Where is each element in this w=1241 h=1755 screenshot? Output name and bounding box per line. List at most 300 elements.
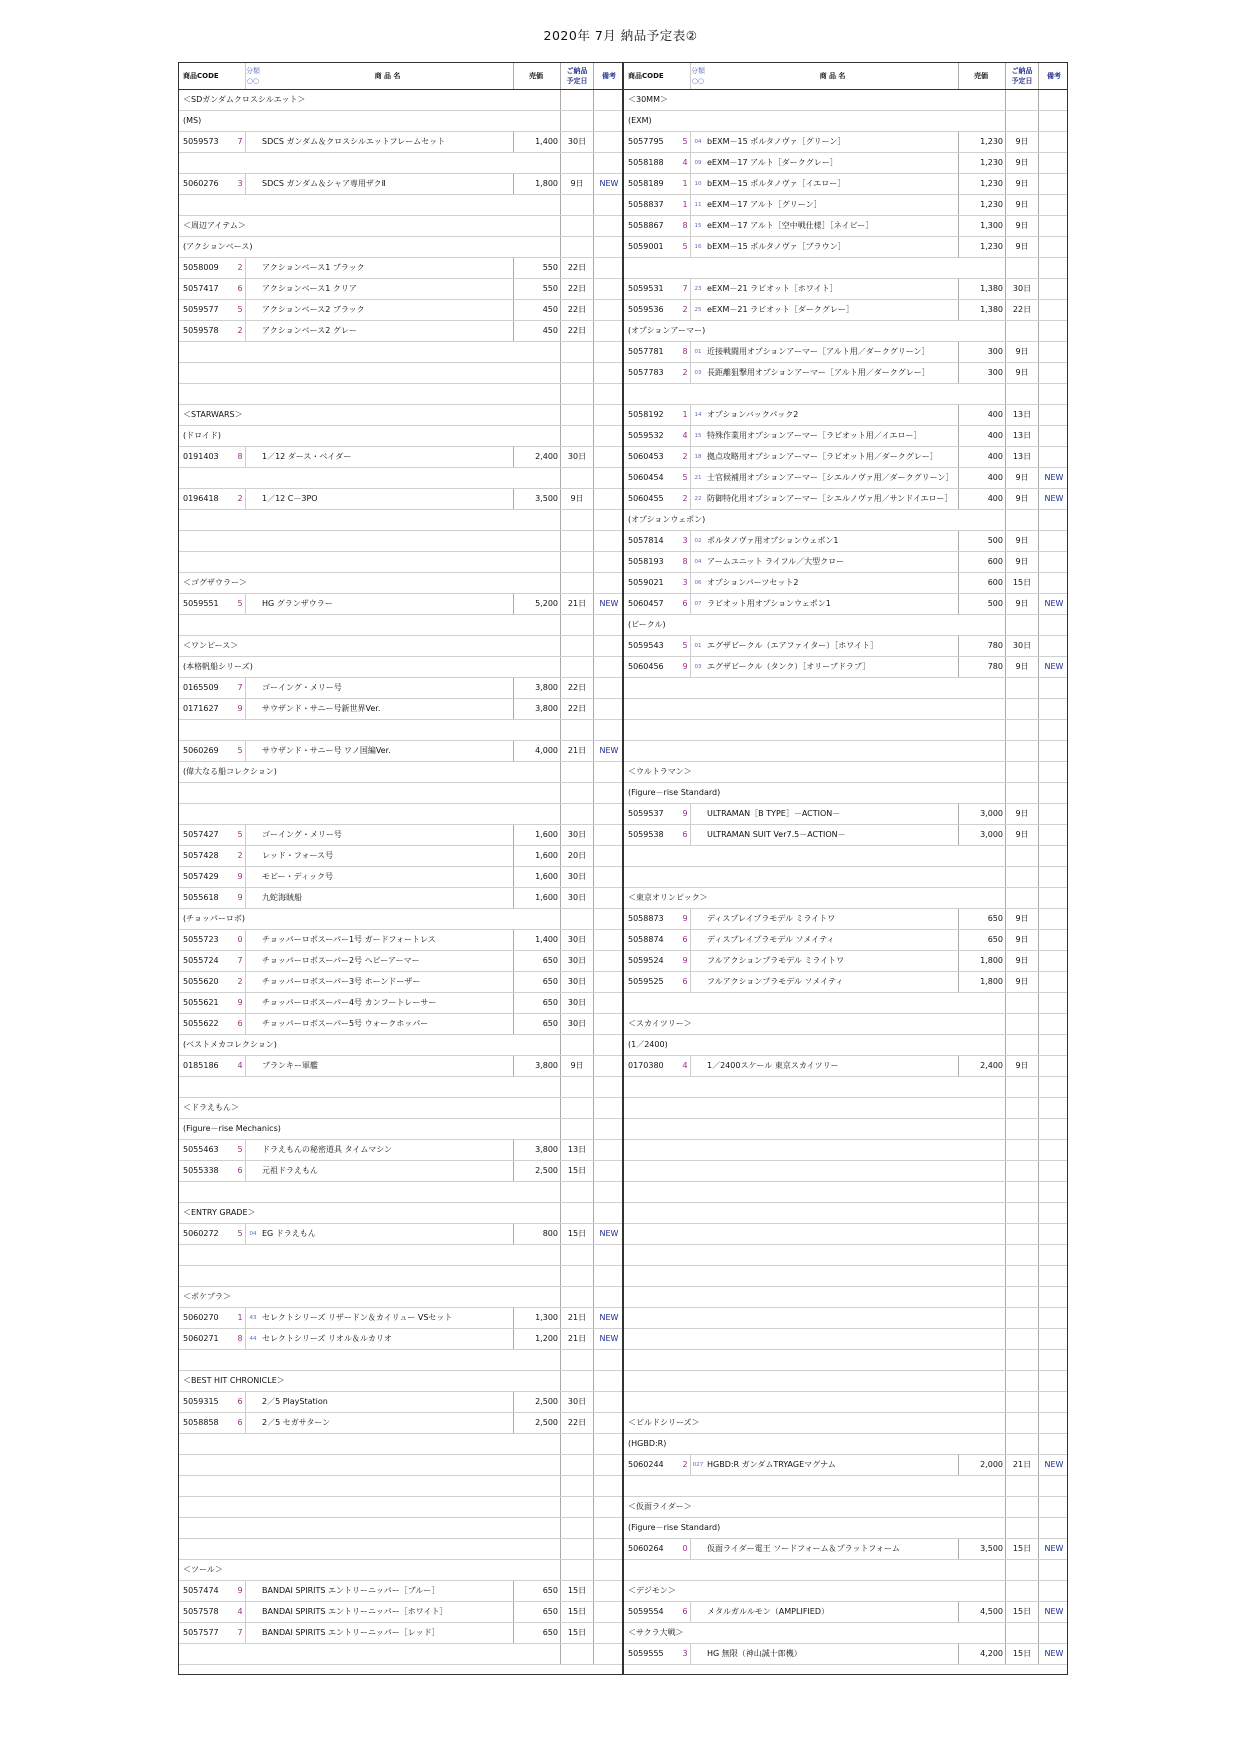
section-heading: ＜STARWARS＞ [179, 405, 514, 426]
empty-cell [624, 741, 959, 762]
product-name: EG ドラえもん [260, 1224, 514, 1245]
section-heading-row [624, 1518, 1068, 1539]
empty-cell [1006, 993, 1039, 1014]
product-name: BANDAI SPIRITS エントリーニッパー［ホワイト］ [260, 1602, 514, 1623]
category-number: 44 [246, 1329, 261, 1350]
header-delivery-date: ご納品 予定日 [1006, 63, 1039, 90]
empty-cell [561, 405, 594, 426]
category-number: 027 [691, 1455, 706, 1476]
check-digit: 5 [680, 132, 691, 153]
note-badge [594, 699, 625, 720]
table-row [179, 930, 624, 951]
empty-cell [561, 1287, 594, 1308]
empty-cell [514, 552, 561, 573]
product-code: 5058188 [624, 153, 680, 174]
table-row [624, 573, 1068, 594]
product-code: 5058874 [624, 930, 680, 951]
check-digit: 6 [680, 972, 691, 993]
empty-cell [561, 762, 594, 783]
table-row [179, 1329, 624, 1350]
product-code: 5060264 [624, 1539, 680, 1560]
delivery-date: 21日 [561, 594, 594, 615]
delivery-date: 15日 [561, 1581, 594, 1602]
empty-cell [514, 1119, 561, 1140]
table-row [179, 888, 624, 909]
check-digit: 6 [235, 1014, 246, 1035]
empty-cell [179, 1518, 514, 1539]
note-badge [1039, 132, 1069, 153]
empty-cell [594, 216, 625, 237]
empty-cell [959, 1224, 1006, 1245]
empty-cell [594, 657, 625, 678]
table-row [624, 468, 1068, 489]
product-name: eEXM－17 アルト［空中戦仕様］［ネイビー］ [705, 216, 959, 237]
product-code: 5060276 [179, 174, 235, 195]
empty-row [179, 384, 624, 405]
empty-cell [624, 993, 959, 1014]
product-name: 防御特化用オプションアーマー［シエルノヴァ用／サンドイエロー］ [705, 489, 959, 510]
empty-cell [1006, 321, 1039, 342]
check-digit: 0 [235, 930, 246, 951]
table-row [179, 279, 624, 300]
empty-cell [1006, 615, 1039, 636]
section-heading-row [624, 1035, 1068, 1056]
section-heading: ＜ワンピース＞ [179, 636, 514, 657]
product-name: SDCS ガンダム＆クロスシルエットフレームセット [260, 132, 514, 153]
check-digit: 9 [680, 951, 691, 972]
product-name: レッド・フォース号 [260, 846, 514, 867]
price: 1,300 [959, 216, 1006, 237]
delivery-date: 9日 [1006, 909, 1039, 930]
empty-row [179, 195, 624, 216]
empty-cell [1039, 867, 1069, 888]
product-code: 5059551 [179, 594, 235, 615]
section-heading-row [179, 1203, 624, 1224]
empty-cell [594, 1560, 625, 1581]
product-name: 拠点攻略用オプションアーマー［ラビオット用／ダークグレー］ [705, 447, 959, 468]
right-column [624, 63, 1068, 1674]
price: 1,800 [959, 951, 1006, 972]
price: 3,800 [514, 678, 561, 699]
section-heading-row [179, 90, 624, 111]
empty-cell [561, 237, 594, 258]
product-name: ディスプレイプラモデル ソメイティ [705, 930, 959, 951]
category-number [246, 825, 261, 846]
delivery-date: 9日 [1006, 132, 1039, 153]
empty-cell [959, 1581, 1006, 1602]
delivery-date: 22日 [561, 1413, 594, 1434]
category-number: 06 [691, 573, 706, 594]
product-name: 元祖ドラえもん [260, 1161, 514, 1182]
empty-cell [561, 1203, 594, 1224]
empty-cell [959, 321, 1006, 342]
header-name: 商 品 名 [260, 63, 514, 90]
empty-cell [514, 1371, 561, 1392]
delivery-date: 9日 [561, 489, 594, 510]
product-name: チョッパーロボスーパー4号 カンフートレーサー [260, 993, 514, 1014]
check-digit: 9 [680, 804, 691, 825]
product-name: サウザンド・サニー号 ワノ国編Ver. [260, 741, 514, 762]
empty-cell [594, 783, 625, 804]
delivery-date: 9日 [1006, 825, 1039, 846]
empty-cell [1039, 1434, 1069, 1455]
delivery-date: 9日 [1006, 216, 1039, 237]
empty-cell [561, 111, 594, 132]
empty-cell [624, 1245, 959, 1266]
section-heading-row [179, 1035, 624, 1056]
empty-cell [514, 1035, 561, 1056]
empty-row [179, 552, 624, 573]
table-row [624, 195, 1068, 216]
note-badge [1039, 279, 1069, 300]
check-digit: 2 [680, 447, 691, 468]
empty-row [624, 1392, 1068, 1413]
price: 1,380 [959, 300, 1006, 321]
price: 1,600 [514, 867, 561, 888]
product-name: ULTRAMAN［B TYPE］－ACTION－ [705, 804, 959, 825]
empty-cell [1039, 1308, 1069, 1329]
empty-row [624, 1329, 1068, 1350]
note-badge [594, 321, 625, 342]
product-name: モビー・ディック号 [260, 867, 514, 888]
empty-cell [179, 1476, 514, 1497]
table-row [179, 741, 624, 762]
empty-cell [1006, 258, 1039, 279]
delivery-date: 9日 [1006, 531, 1039, 552]
category-number: 01 [691, 342, 706, 363]
empty-cell [1039, 1035, 1069, 1056]
empty-cell [179, 531, 514, 552]
empty-cell [959, 1014, 1006, 1035]
empty-cell [959, 90, 1006, 111]
empty-cell [179, 1644, 514, 1665]
empty-cell [514, 1245, 561, 1266]
empty-cell [959, 783, 1006, 804]
section-heading-row [179, 405, 624, 426]
empty-cell [594, 1434, 625, 1455]
category-number: 01 [691, 636, 706, 657]
empty-cell [514, 153, 561, 174]
check-digit: 0 [680, 1539, 691, 1560]
delivery-date: 9日 [1006, 972, 1039, 993]
empty-cell [594, 468, 625, 489]
empty-cell [1006, 1203, 1039, 1224]
empty-cell [561, 1035, 594, 1056]
category-number [691, 1602, 706, 1623]
empty-row [179, 1455, 624, 1476]
product-name: チョッパーロボスーパー3号 ホーンドーザー [260, 972, 514, 993]
empty-cell [624, 1224, 959, 1245]
table-row [179, 1224, 624, 1245]
empty-cell [561, 1077, 594, 1098]
empty-cell [1039, 1098, 1069, 1119]
product-code: 5057781 [624, 342, 680, 363]
empty-cell [1039, 111, 1069, 132]
table-row [624, 1539, 1068, 1560]
product-code: 5058009 [179, 258, 235, 279]
empty-cell [1039, 510, 1069, 531]
check-digit: 2 [235, 846, 246, 867]
empty-cell [1039, 1560, 1069, 1581]
empty-cell [514, 1098, 561, 1119]
empty-cell [959, 1035, 1006, 1056]
note-badge [1039, 363, 1069, 384]
check-digit: 2 [235, 972, 246, 993]
note-badge: NEW [594, 594, 625, 615]
section-heading: ＜ゴグザウラー＞ [179, 573, 514, 594]
table-row [179, 1140, 624, 1161]
empty-cell [624, 1308, 959, 1329]
empty-cell [959, 1182, 1006, 1203]
note-badge [1039, 825, 1069, 846]
empty-cell [1006, 1518, 1039, 1539]
category-number [246, 1140, 261, 1161]
product-name: セレクトシリーズ リオル＆ルカリオ [260, 1329, 514, 1350]
delivery-date: 15日 [561, 1623, 594, 1644]
empty-cell [624, 699, 959, 720]
note-badge [1039, 153, 1069, 174]
empty-cell [1039, 1077, 1069, 1098]
note-badge [1039, 342, 1069, 363]
delivery-date: 9日 [1006, 468, 1039, 489]
note-badge [1039, 909, 1069, 930]
check-digit: 5 [680, 468, 691, 489]
empty-row [179, 153, 624, 174]
category-number [246, 741, 261, 762]
empty-cell [1006, 1119, 1039, 1140]
empty-cell [959, 1161, 1006, 1182]
price: 800 [514, 1224, 561, 1245]
header-code: 商品CODE [179, 63, 235, 90]
table-row [624, 342, 1068, 363]
empty-cell [1006, 1287, 1039, 1308]
section-heading: (偉大なる船コレクション) [179, 762, 514, 783]
delivery-date: 22日 [561, 678, 594, 699]
note-badge [594, 258, 625, 279]
check-digit: 1 [680, 405, 691, 426]
empty-row [624, 867, 1068, 888]
header-note: 備考 [1039, 63, 1069, 90]
product-name: オプションバックパック2 [705, 405, 959, 426]
table-row [624, 657, 1068, 678]
price: 780 [959, 636, 1006, 657]
section-heading: (EXM) [624, 111, 959, 132]
empty-cell [514, 90, 561, 111]
category-number: 22 [691, 489, 706, 510]
check-digit: 4 [680, 426, 691, 447]
empty-cell [1006, 1224, 1039, 1245]
empty-cell [624, 1161, 959, 1182]
product-name: HGBD:R ガンダムTRYAGEマグナム [705, 1455, 959, 1476]
price: 1,300 [514, 1308, 561, 1329]
section-heading-row [179, 1119, 624, 1140]
price: 3,800 [514, 1056, 561, 1077]
section-heading: ＜デジモン＞ [624, 1581, 959, 1602]
empty-cell [561, 1266, 594, 1287]
empty-cell [179, 363, 514, 384]
empty-cell [1039, 762, 1069, 783]
check-digit: 3 [235, 174, 246, 195]
delivery-date: 30日 [561, 930, 594, 951]
empty-cell [561, 468, 594, 489]
table-row [624, 804, 1068, 825]
empty-cell [1006, 699, 1039, 720]
empty-row [179, 363, 624, 384]
check-digit: 6 [235, 1392, 246, 1413]
empty-cell [959, 678, 1006, 699]
product-name: 士官候補用オプションアーマー［シエルノヴァ用／ダークグリーン］ [705, 468, 959, 489]
note-badge [1039, 552, 1069, 573]
table-row [179, 174, 624, 195]
product-name: HG 無限（神山誠十郎機） [705, 1644, 959, 1665]
empty-row [179, 1518, 624, 1539]
empty-cell [561, 783, 594, 804]
product-name: アクションベース1 ブラック [260, 258, 514, 279]
empty-cell [1006, 1161, 1039, 1182]
empty-cell [1006, 867, 1039, 888]
product-name: 長距離狙撃用オプションアーマー［アルト用／ダークグレー］ [705, 363, 959, 384]
empty-cell [594, 1644, 625, 1665]
check-digit: 5 [235, 1224, 246, 1245]
delivery-date: 9日 [1006, 951, 1039, 972]
price: 1,230 [959, 174, 1006, 195]
category-number: 11 [691, 195, 706, 216]
empty-cell [959, 720, 1006, 741]
empty-cell [1039, 321, 1069, 342]
empty-cell [1039, 1161, 1069, 1182]
check-digit: 2 [235, 489, 246, 510]
section-heading: (MS) [179, 111, 514, 132]
empty-row [624, 720, 1068, 741]
empty-cell [594, 384, 625, 405]
check-digit: 9 [235, 867, 246, 888]
product-code: 5057578 [179, 1602, 235, 1623]
product-code: 5060270 [179, 1308, 235, 1329]
price: 650 [959, 909, 1006, 930]
check-digit: 3 [680, 531, 691, 552]
empty-cell [1039, 1497, 1069, 1518]
product-code: 0185186 [179, 1056, 235, 1077]
product-code: 5059525 [624, 972, 680, 993]
table-row [179, 300, 624, 321]
header-price: 売価 [514, 63, 561, 90]
product-code: 5057577 [179, 1623, 235, 1644]
product-name: サウザンド・サニー号新世界Ver. [260, 699, 514, 720]
note-badge [594, 972, 625, 993]
empty-cell [561, 342, 594, 363]
note-badge [1039, 636, 1069, 657]
empty-cell [594, 531, 625, 552]
price: 1,230 [959, 153, 1006, 174]
empty-cell [561, 363, 594, 384]
category-number [691, 1539, 706, 1560]
empty-cell [1039, 1350, 1069, 1371]
empty-cell [561, 636, 594, 657]
empty-cell [959, 1203, 1006, 1224]
empty-cell [1039, 1392, 1069, 1413]
section-heading-row [624, 321, 1068, 342]
empty-cell [1006, 1371, 1039, 1392]
empty-cell [561, 531, 594, 552]
category-number: 23 [691, 279, 706, 300]
empty-cell [1006, 1140, 1039, 1161]
price: 3,000 [959, 804, 1006, 825]
check-digit: 6 [235, 1413, 246, 1434]
empty-cell [179, 1539, 514, 1560]
note-badge [1039, 447, 1069, 468]
header-check-digit [235, 63, 246, 90]
table-row [179, 447, 624, 468]
page-title: 2020年 7月 納品予定表② [543, 28, 698, 43]
category-number [246, 846, 261, 867]
table-row [179, 594, 624, 615]
price: 650 [514, 951, 561, 972]
price: 1,800 [959, 972, 1006, 993]
empty-cell [1039, 1623, 1069, 1644]
section-heading-row [624, 510, 1068, 531]
price: 400 [959, 405, 1006, 426]
empty-cell [179, 510, 514, 531]
empty-cell [514, 1434, 561, 1455]
empty-cell [594, 804, 625, 825]
table-row [624, 1644, 1068, 1665]
empty-cell [624, 678, 959, 699]
check-digit: 5 [235, 825, 246, 846]
empty-row [179, 1644, 624, 1665]
table-row [624, 636, 1068, 657]
header-name: 商 品 名 [705, 63, 959, 90]
product-code: 5057429 [179, 867, 235, 888]
delivery-date: 9日 [1006, 174, 1039, 195]
empty-cell [514, 1476, 561, 1497]
section-heading-row [624, 1497, 1068, 1518]
section-heading-row [179, 426, 624, 447]
section-heading-row [179, 762, 624, 783]
product-code: 5055463 [179, 1140, 235, 1161]
delivery-date: 30日 [1006, 279, 1039, 300]
note-badge [594, 930, 625, 951]
empty-cell [561, 426, 594, 447]
table-row [179, 846, 624, 867]
empty-cell [1039, 1413, 1069, 1434]
note-badge: NEW [1039, 1602, 1069, 1623]
product-name: ポルタノヴァ用オプションウェポン1 [705, 531, 959, 552]
empty-cell [1006, 1476, 1039, 1497]
header-category: 分類 ○○ [246, 63, 261, 90]
check-digit: 5 [680, 636, 691, 657]
empty-cell [1006, 1245, 1039, 1266]
delivery-date: 22日 [561, 699, 594, 720]
delivery-date: 13日 [1006, 426, 1039, 447]
section-heading: ＜サクラ大戦＞ [624, 1623, 959, 1644]
product-name: bEXM－15 ポルタノヴァ［イエロー］ [705, 174, 959, 195]
category-number [246, 300, 261, 321]
empty-row [624, 1287, 1068, 1308]
check-digit: 8 [680, 342, 691, 363]
delivery-date: 21日 [561, 1329, 594, 1350]
section-heading: (1／2400) [624, 1035, 959, 1056]
empty-cell [1006, 1581, 1039, 1602]
empty-cell [624, 1140, 959, 1161]
empty-cell [1039, 90, 1069, 111]
section-heading-row [624, 1413, 1068, 1434]
delivery-date: 9日 [1006, 1056, 1039, 1077]
empty-cell [179, 1077, 514, 1098]
empty-cell [561, 1644, 594, 1665]
empty-cell [514, 510, 561, 531]
section-heading-row [179, 237, 624, 258]
note-badge [1039, 195, 1069, 216]
